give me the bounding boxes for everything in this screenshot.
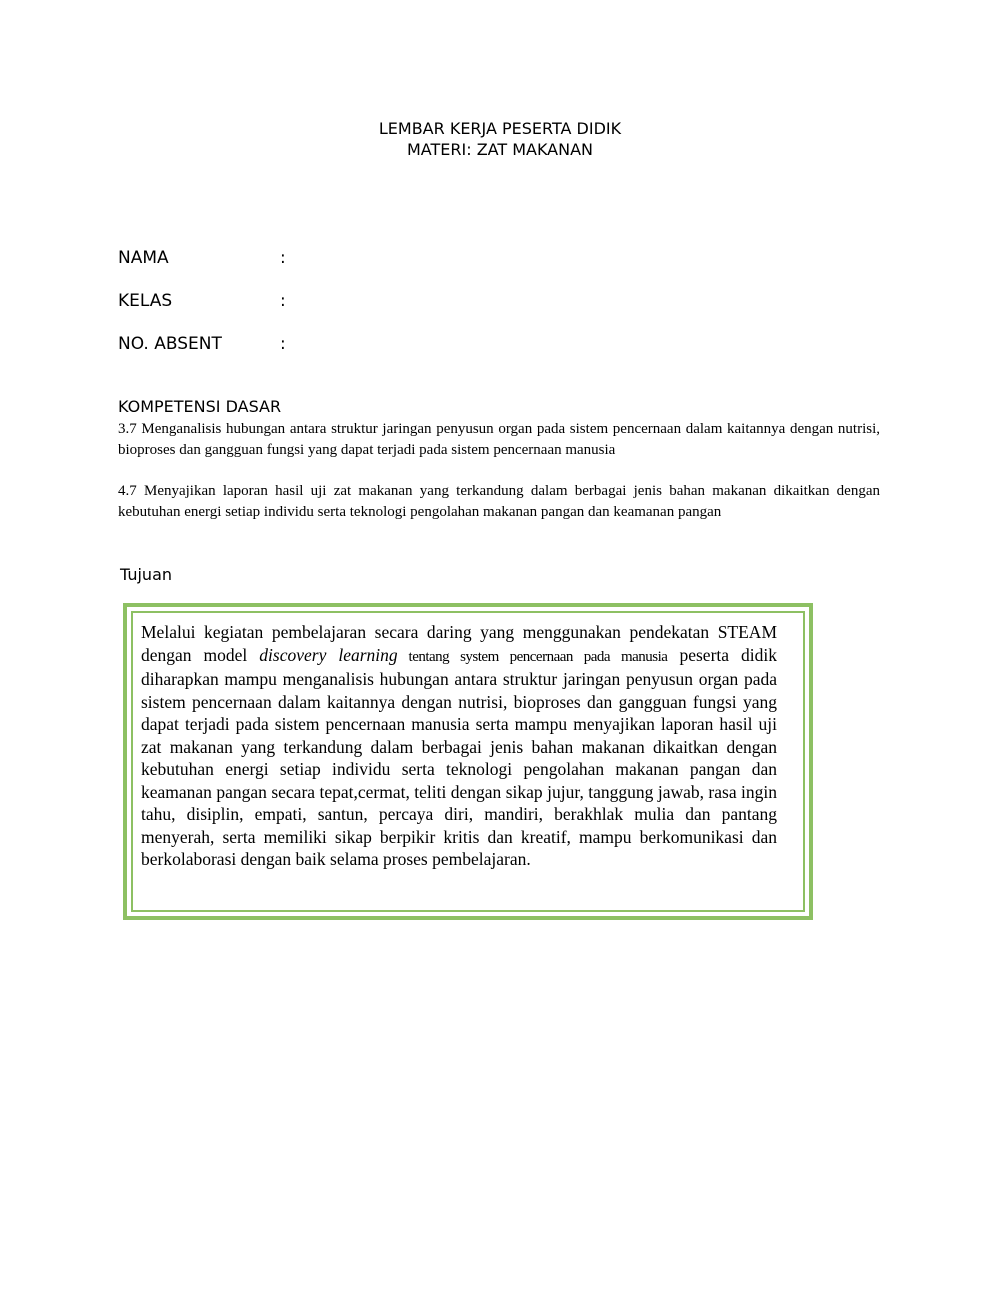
tujuan-box: [123, 603, 813, 920]
kompetensi-kd-1: 3.7 Menganalisis hubungan antara struktur jaringan penyusun organ pada sistem pencernaan dalam kaitannya dengan nutrisi, bioproses dan gangguan fungsi yang dapat terjadi pada sistem pencernaan manusia: [118, 421, 880, 458]
title-line-1: LEMBAR KERJA PESERTA DIDIK: [378, 119, 622, 138]
field-nama-label: NAMA: [118, 248, 169, 268]
field-kelas-label: KELAS: [118, 291, 173, 311]
tujuan-text-part-2: peserta didik diharapkan mampu menganalisis hubungan antara struktur jaringan penyusun organ pada sistem pencernaan dalam kaitannya dengan nutrisi, bioproses dan gangguan fungsi yang dapat terjadi pada sistem pencernaan manusia serta mampu menyajikan laporan hasil uji zat makanan yang terkandung dalam berbagai jenis bahan makanan dikaitkan dengan kebutuhan energi setiap individu serta teknologi pengolahan makanan pangan dan keamanan pangan secara tepat,cermat, teliti dengan sikap jujur, tanggung jawab, rasa ingin tahu, disiplin, empati, santun, percaya diri, mandiri, berakhlak mulia dan pantang menyerah, serta memiliki sikap berpikir kritis dan kreatif, mampu berkomunikasi dan berkolaborasi dengan baik selama proses pembelajaran.: [141, 644, 778, 869]
field-no-absent-colon: :: [280, 334, 286, 354]
field-nama-colon: :: [280, 248, 286, 268]
tujuan-text-part-1: Melalui kegiatan pembelajaran secara daring yang menggunakan pendekatan STEAM dengan model: [141, 622, 777, 665]
field-no-absent-label: NO. ABSENT: [118, 334, 222, 354]
kompetensi-heading: KOMPETENSI DASAR: [118, 397, 282, 416]
kompetensi-kd-2: 4.7 Menyajikan laporan hasil uji zat makanan yang terkandung dalam berbagai jenis bahan makanan dikaitkan dengan kebutuhan energi setiap individu serta teknologi pengolahan makanan pangan dan keamanan pangan: [118, 483, 880, 520]
document-title: [0, 118, 1000, 160]
tujuan-text-condensed: tentang system pencernaan pada manusia: [397, 648, 668, 665]
tujuan-text-italic: discovery learning: [259, 644, 398, 665]
title-line-2: MATERI: ZAT MAKANAN: [406, 140, 593, 159]
tujuan-heading: Tujuan: [120, 565, 173, 584]
tujuan-text: [141, 621, 777, 871]
field-kelas-colon: :: [280, 291, 286, 311]
